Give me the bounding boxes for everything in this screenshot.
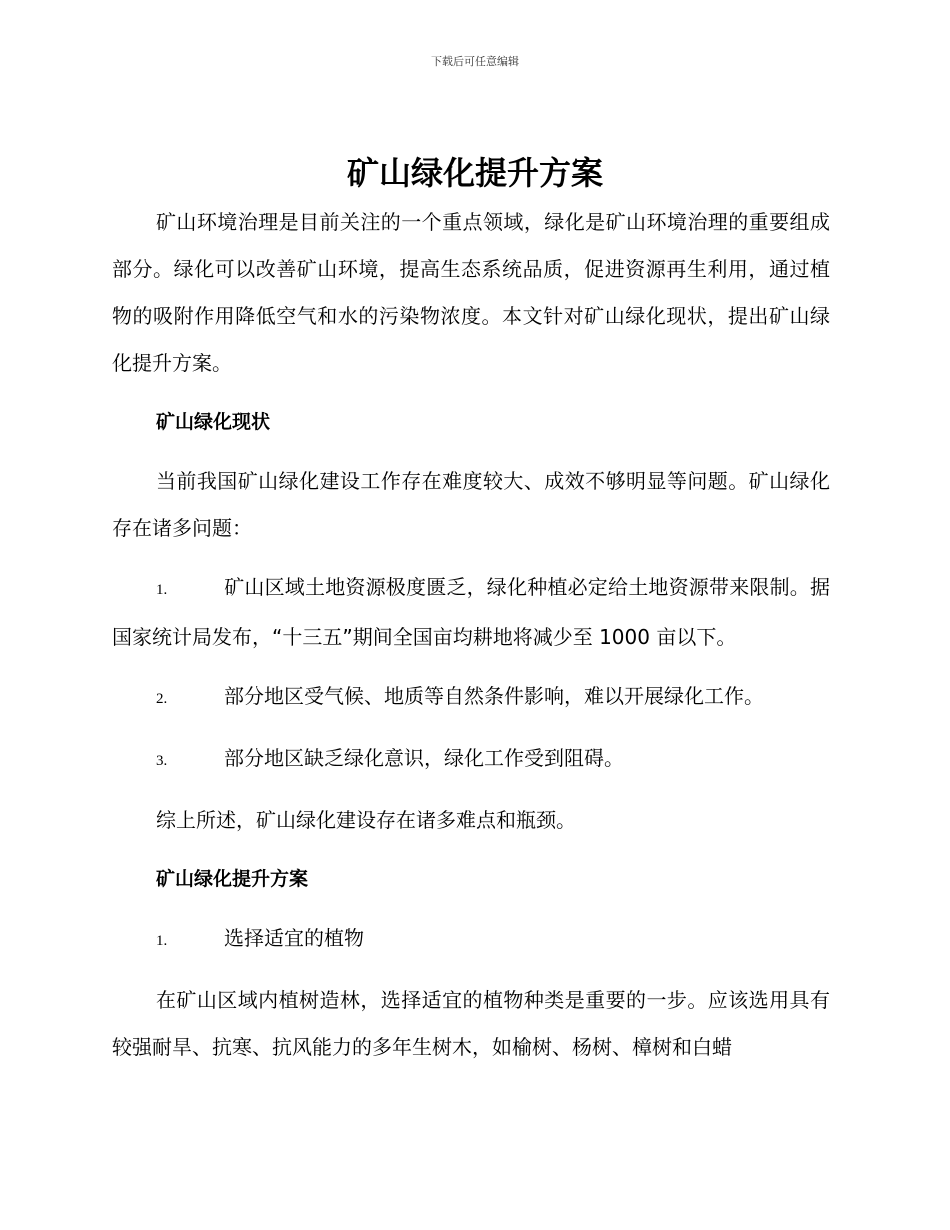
list-item (112, 673, 830, 723)
list-item (112, 915, 830, 965)
header-note: 下载后可任意编辑 (431, 55, 519, 68)
list-number: 2. (156, 691, 168, 707)
list-number: 1. (156, 582, 168, 598)
list-item-text: 部分地区受气候、地质等自然条件影响，难以开展绿化工作。 (224, 684, 764, 708)
list-item-text: 矿山区域土地资源极度匮乏，绿化种植必定给土地资源带来限制。据国家统计局发布，“十三五”期间全国亩均耕地将减少至 1000 亩以下。 (112, 575, 830, 649)
list-item-text: 选择适宜的植物 (224, 926, 364, 950)
intro-paragraph: 矿山环境治理是目前关注的一个重点领域，绿化是矿山环境治理的重要组成部分。绿化可以改善矿山环境，提高生态系统品质，促进资源再生利用，通过植物的吸附作用降低空气和水的污染物浓度。本文针对矿山绿化现状，提出矿山绿化提升方案。 (112, 210, 830, 375)
list-item (112, 564, 830, 661)
plan-paragraph: 在矿山区域内植树造林，选择适宜的植物种类是重要的一步。应该选用具有较强耐旱、抗寒、抗风能力的多年生树木，如榆树、杨树、樟树和白蜡 (112, 988, 830, 1059)
document-body (112, 199, 830, 1083)
status-paragraph: 当前我国矿山绿化建设工作存在难度较大、成效不够明显等问题。矿山绿化存在诸多问题： (112, 469, 830, 540)
list-number: 3. (156, 753, 168, 769)
list-number: 1. (156, 933, 168, 949)
summary-paragraph: 综上所述，矿山绿化建设存在诸多难点和瓶颈。 (156, 808, 576, 832)
section-heading-plan: 矿山绿化提升方案 (156, 868, 309, 890)
list-item (112, 735, 830, 785)
section-heading-status: 矿山绿化现状 (156, 411, 271, 433)
list-item-text: 部分地区缺乏绿化意识，绿化工作受到阻碍。 (224, 746, 624, 770)
document-title: 矿山绿化提升方案 (346, 154, 603, 192)
